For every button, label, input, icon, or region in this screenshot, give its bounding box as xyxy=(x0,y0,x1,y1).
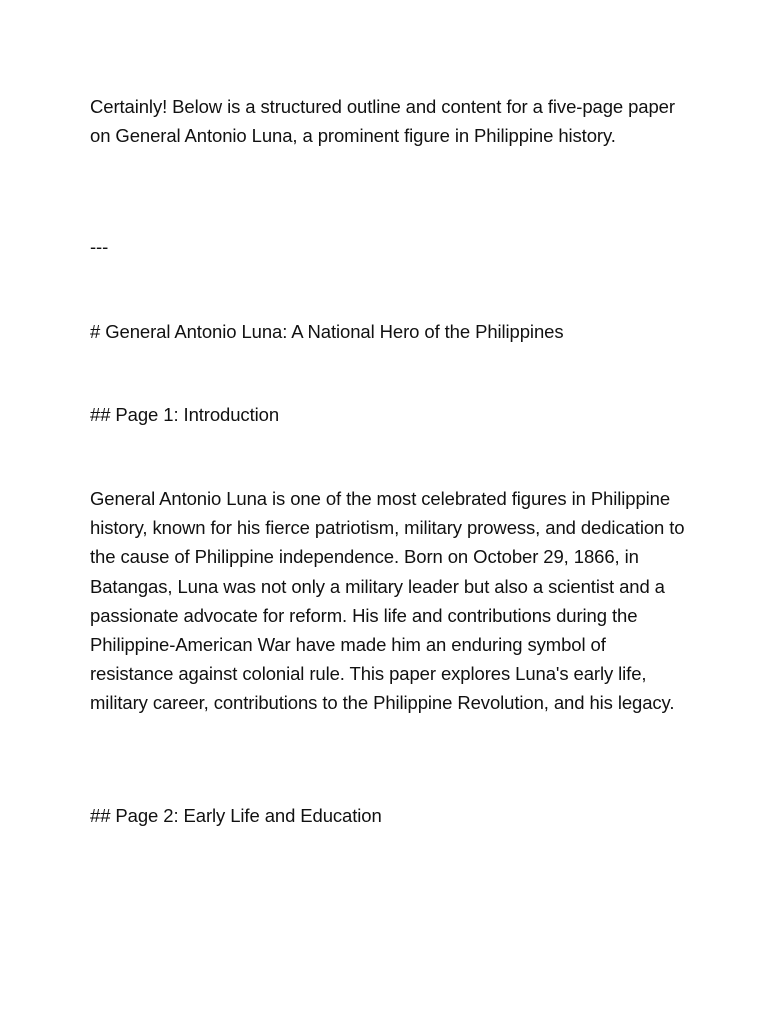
section-heading-page-2: ## Page 2: Early Life and Education xyxy=(90,805,382,826)
section-paragraph-introduction: General Antonio Luna is one of the most celebrated figures in Philippine history, known for his fierce patriotism, military prowess, and dedication to the cause of Philippine independence. Born on October 29, 1866, in Batangas, Luna was not only a military leader but also a scientist and a passionate advocate for reform. His life and contributions during the Philippine-American War have made him an enduring symbol of resistance against colonial rule. This paper explores Luna's early life, military career, contributions to the Philippine Revolution, and his legacy. xyxy=(90,488,685,714)
section-heading-page-1: ## Page 1: Introduction xyxy=(90,404,280,425)
separator-line: --- xyxy=(90,236,109,257)
intro-paragraph: Certainly! Below is a structured outline and content for a five-page paper on General Antonio Luna, a prominent figure in Philippine history. xyxy=(90,96,675,147)
document-title: # General Antonio Luna: A National Hero of the Philippines xyxy=(90,321,564,342)
